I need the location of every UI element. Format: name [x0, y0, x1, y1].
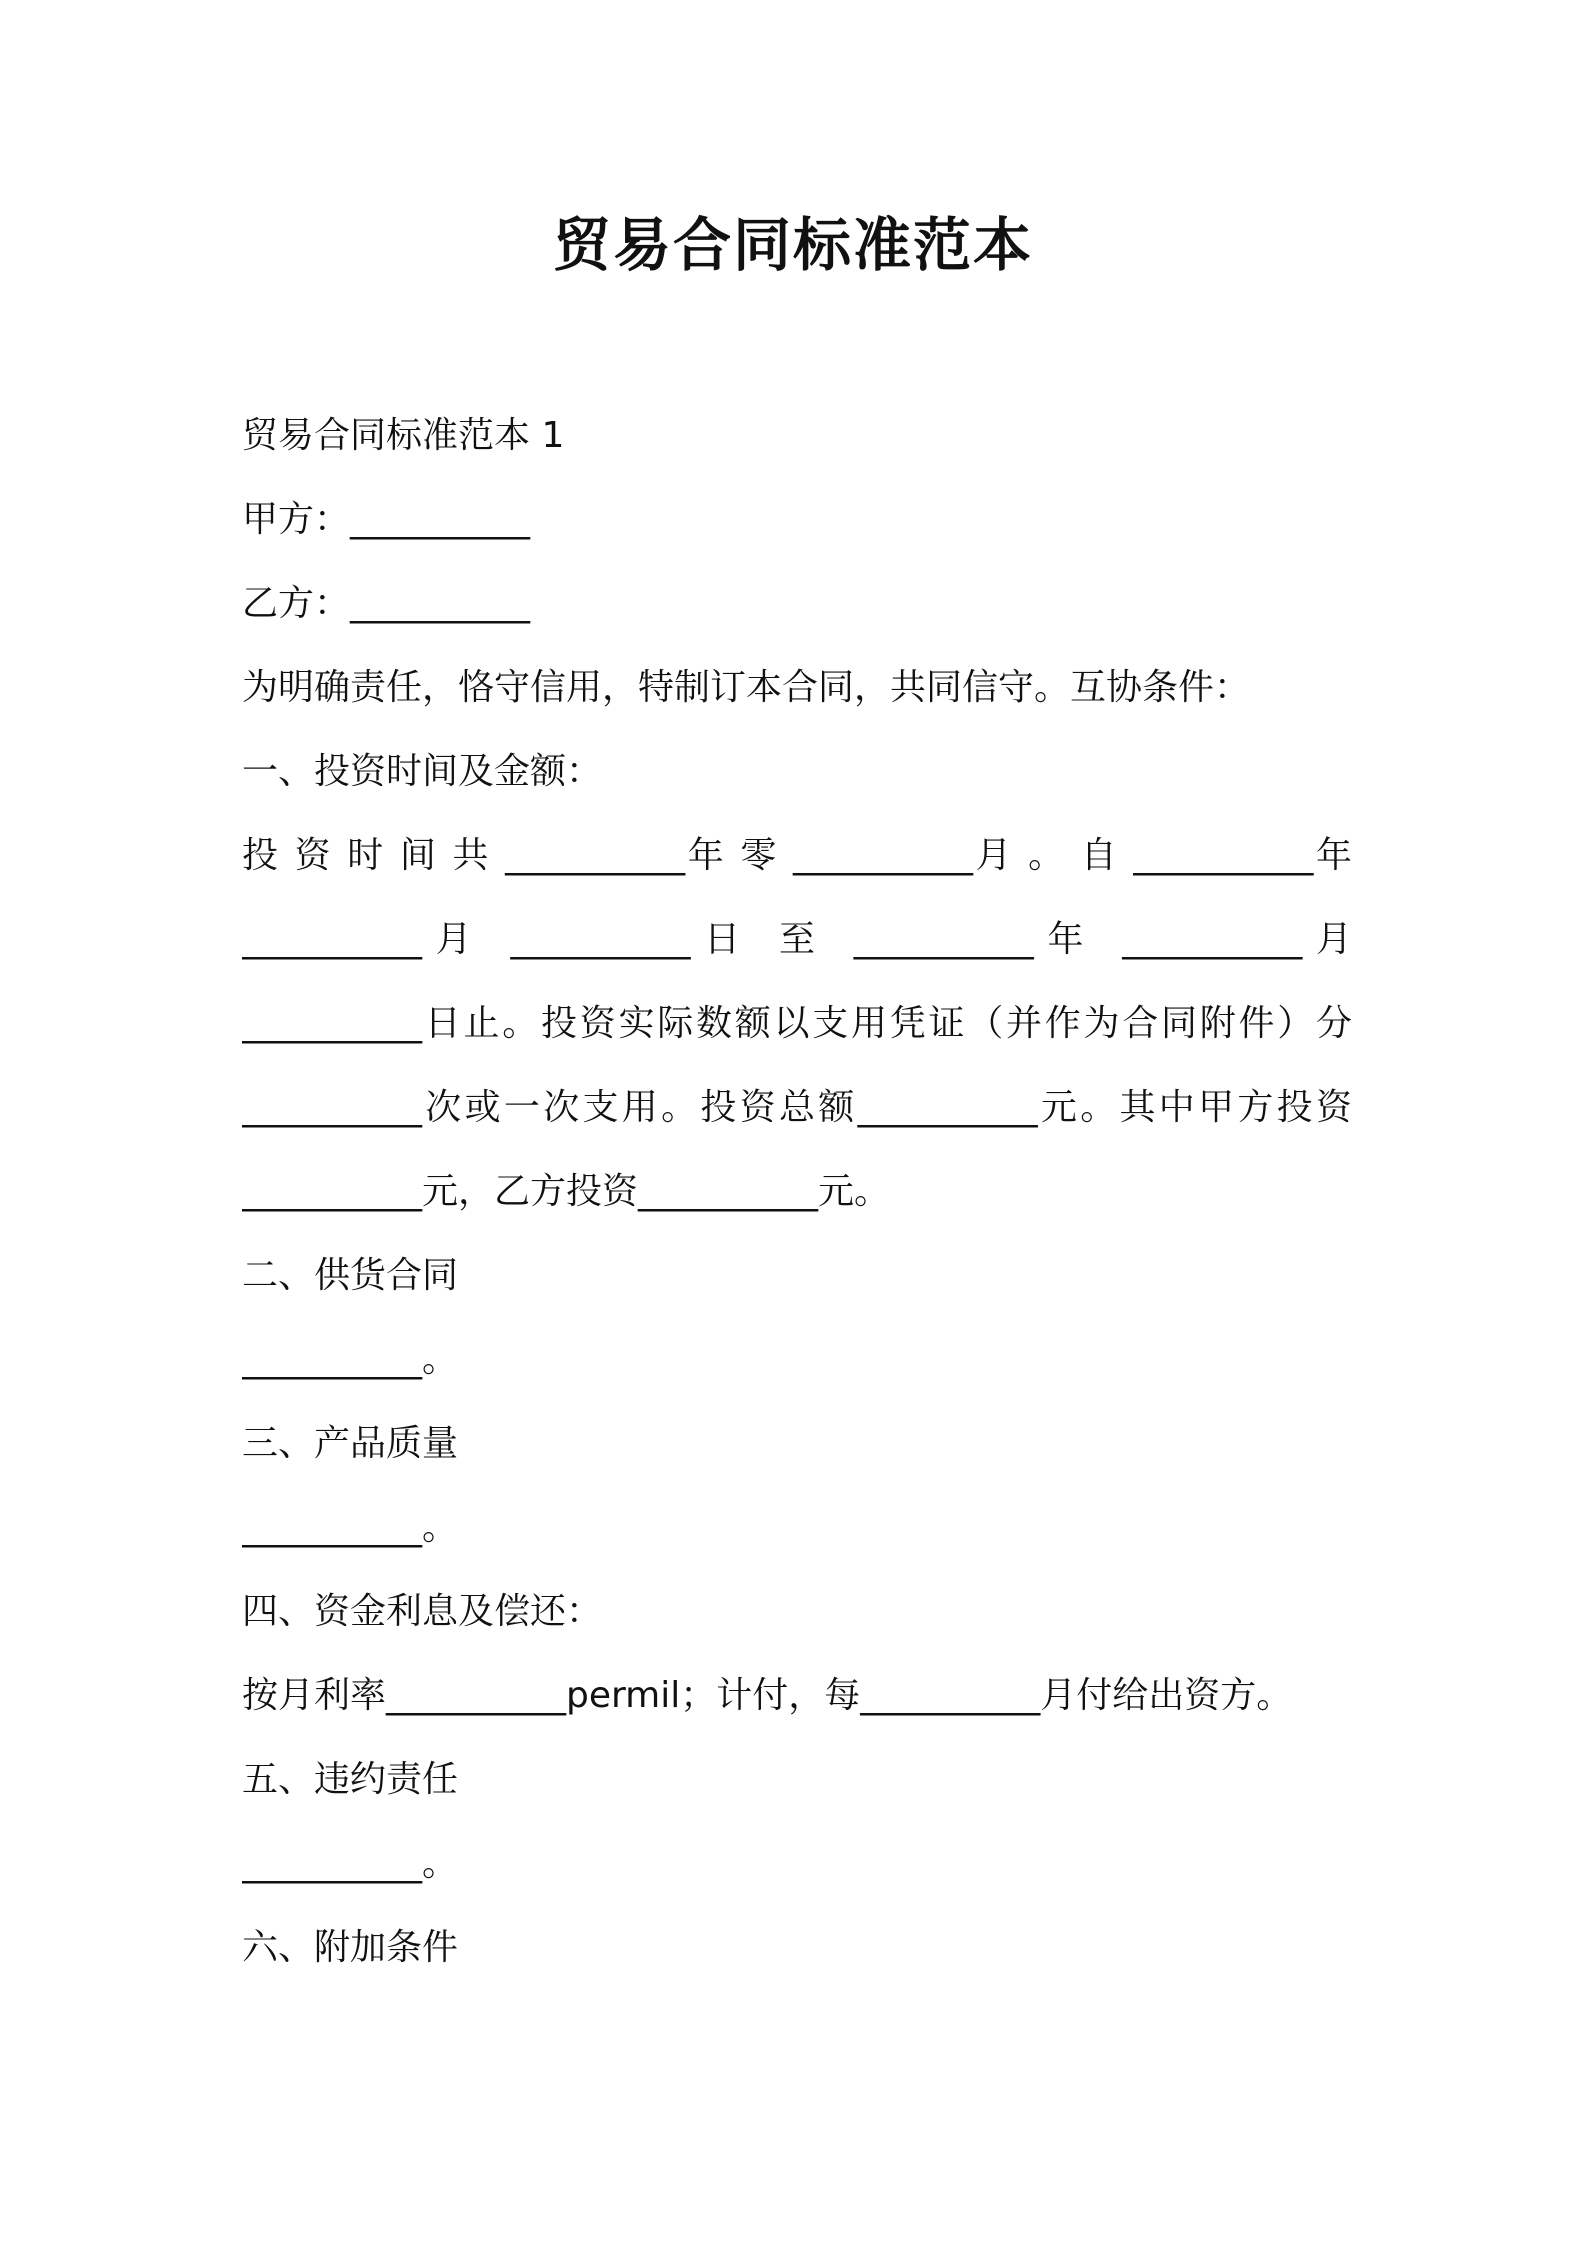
section-2-heading: 二、供货合同 [242, 1255, 459, 1296]
document-title: 贸易合同标准范本 [552, 211, 1033, 279]
section-5-heading: 五、违约责任 [242, 1759, 459, 1800]
party-b-line: 乙方：__________ [242, 583, 531, 624]
section-4-text: 按月利率__________permil；计付，每__________月付给出资方。 [242, 1675, 1293, 1716]
section-1-text-line-4: __________次或一次支用。投资总额__________元。其中甲方投资 [242, 1087, 1352, 1128]
section-3-blank: __________。 [242, 1507, 459, 1548]
section-4-heading: 四、资金利息及偿还： [242, 1591, 603, 1632]
section-1-text-line-3: __________日止。投资实际数额以支用凭证（并作为合同附件）分 [242, 1003, 1352, 1044]
section-3-heading: 三、产品质量 [242, 1423, 459, 1464]
preamble-line: 为明确责任，恪守信用，特制订本合同，共同信守。互协条件： [242, 667, 1251, 708]
section-1-text-line-1: 投 资 时 间 共 __________年 零 __________月 。 自 __________年 [242, 835, 1352, 876]
party-a-line: 甲方：__________ [242, 499, 531, 540]
section-2-blank: __________。 [242, 1339, 459, 1380]
document-body [242, 394, 1352, 1990]
section-1-text-line-2: __________月 __________日 至 __________年 __________月 [242, 919, 1352, 960]
contract-subtitle: 贸易合同标准范本 1 [242, 415, 565, 456]
section-1-heading: 一、投资时间及金额： [242, 751, 603, 792]
section-6-heading: 六、附加条件 [242, 1927, 459, 1968]
section-5-blank: __________。 [242, 1843, 459, 1884]
section-1-text-line-5: __________元，乙方投资__________元。 [242, 1171, 891, 1212]
